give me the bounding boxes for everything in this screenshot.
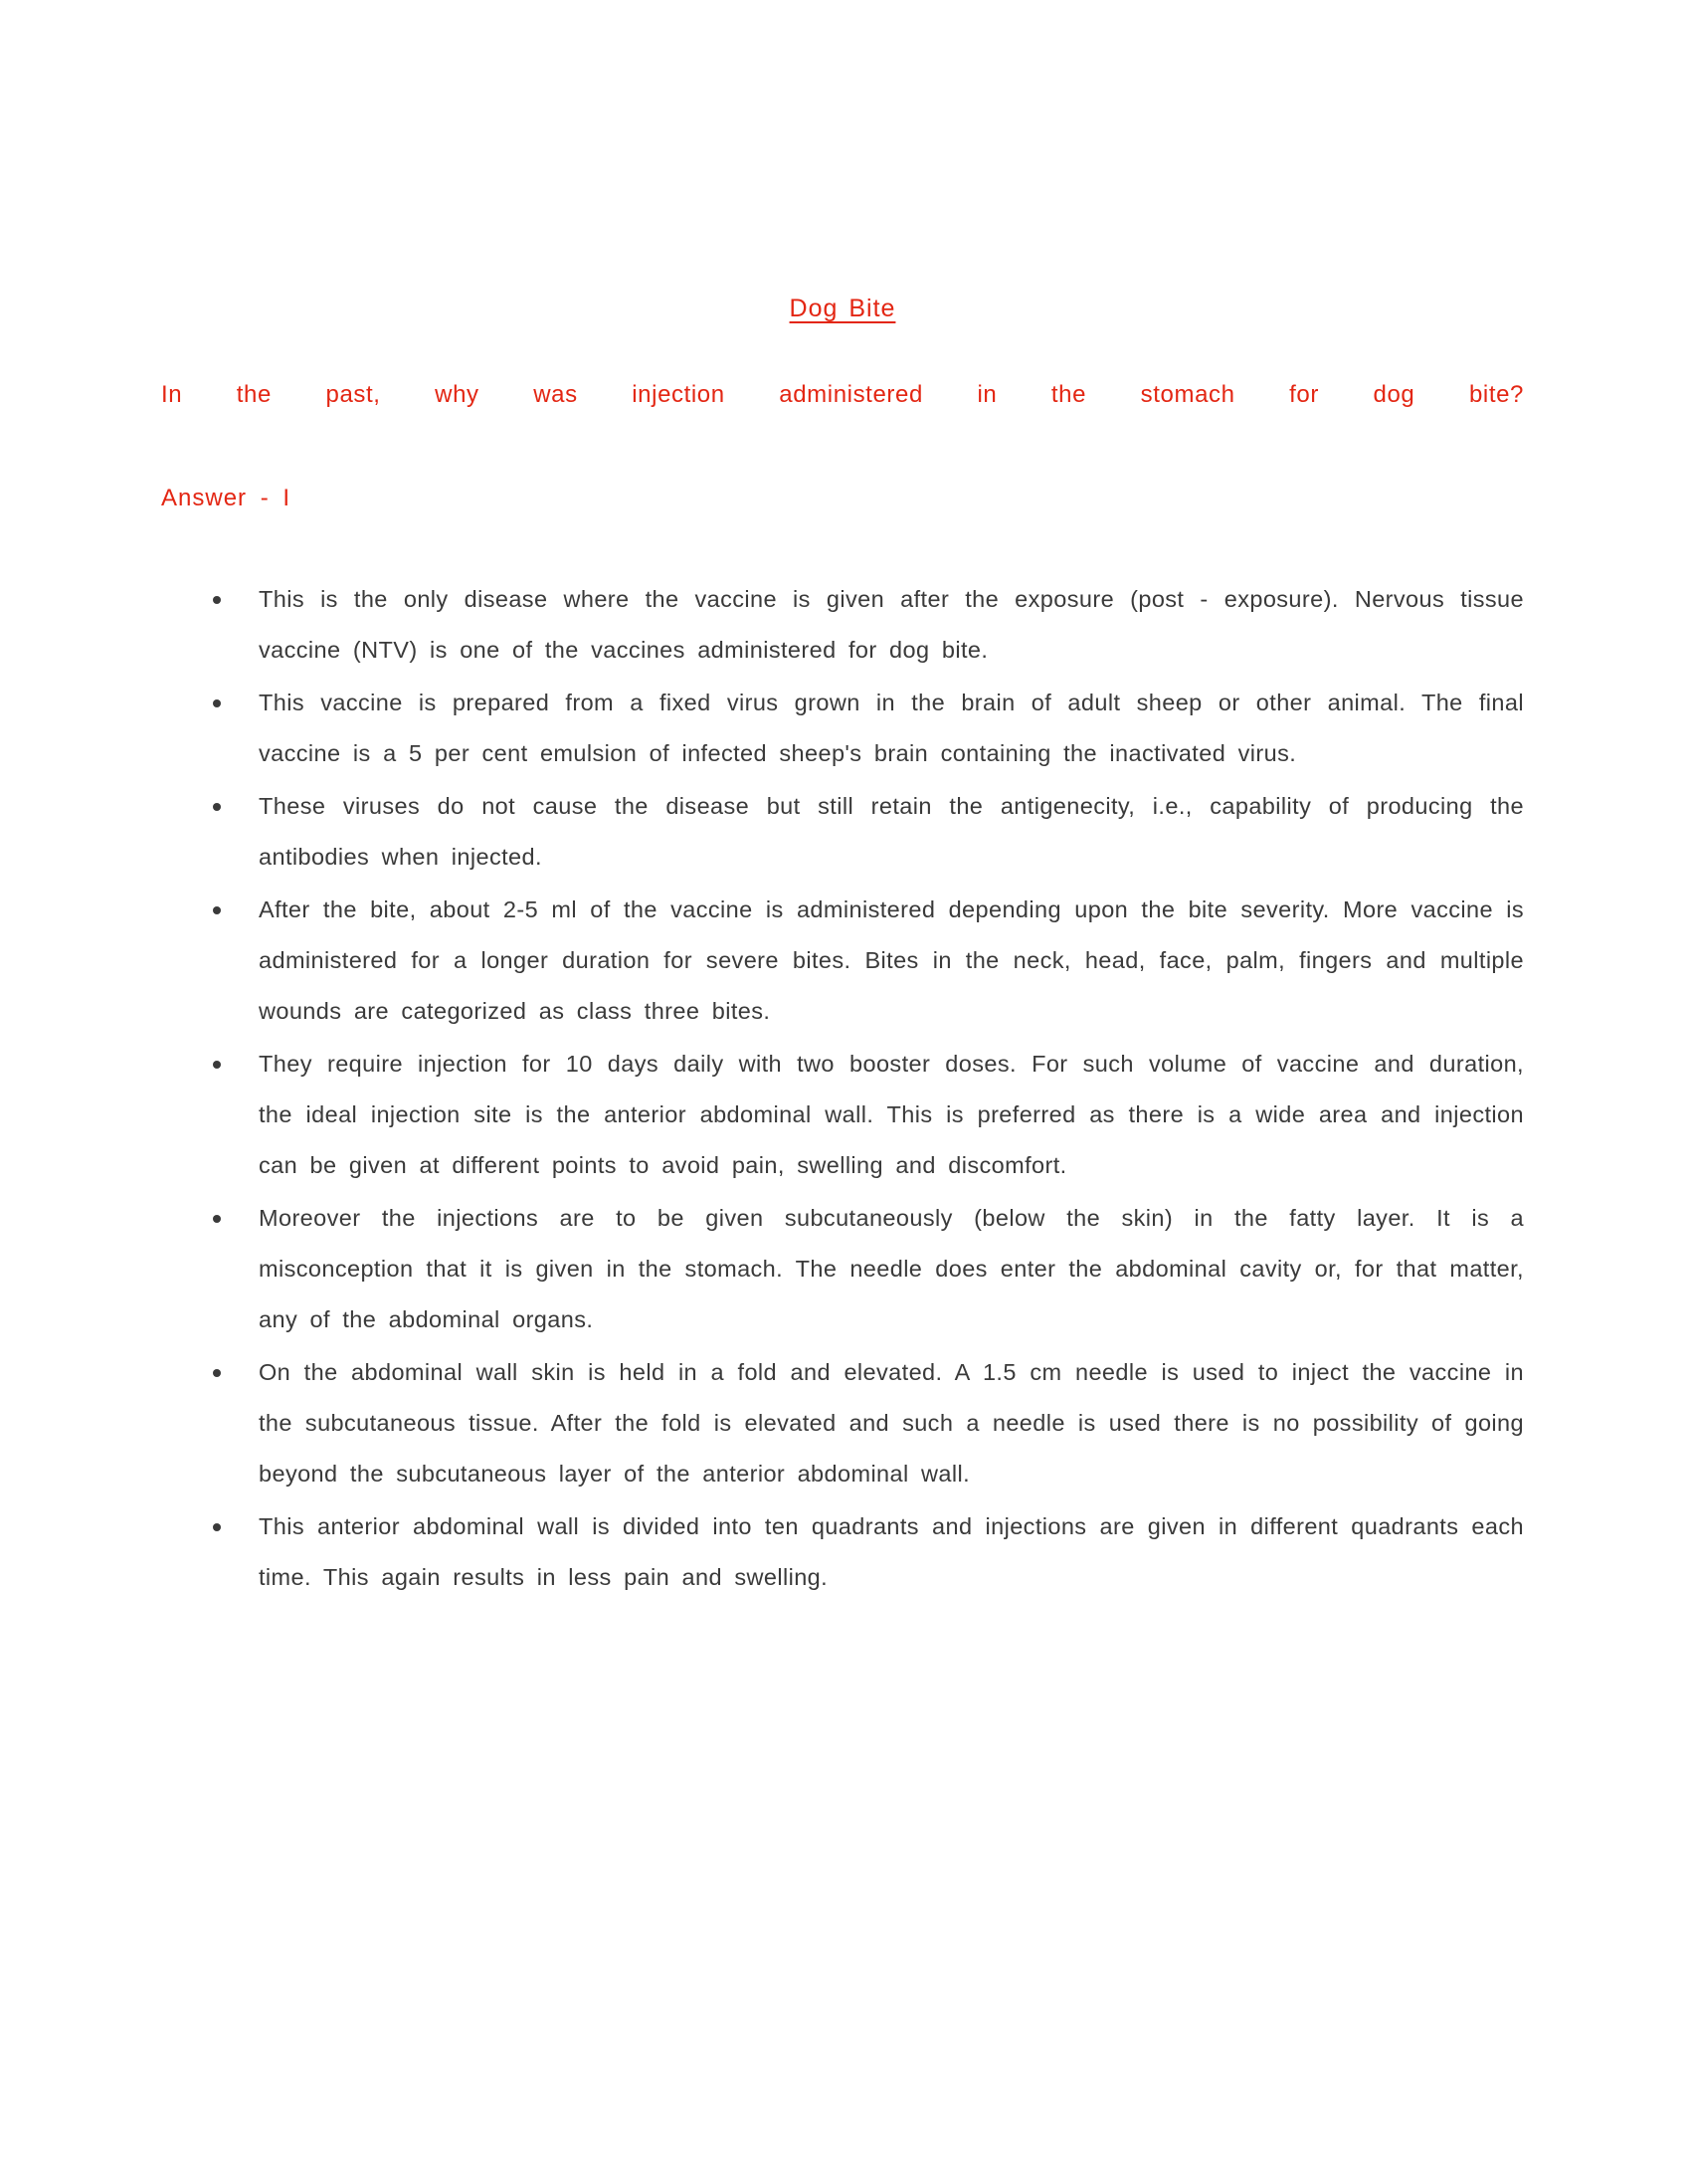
- list-item: [161, 1193, 1524, 1345]
- bullet-text: On the abdominal wall skin is held in a fold and elevated. A 1.5 cm needle is used to inject the vaccine in the subcutaneous tissue. After the fold is elevated and such a needle is used there is no possibility of going beyond the subcutaneous layer of the anterior abdominal wall.: [259, 1359, 1524, 1487]
- bullet-icon: [213, 1523, 221, 1531]
- list-item: [161, 1501, 1524, 1603]
- bullet-text: They require injection for 10 days daily with two booster doses. For such volume of vaccine and duration, the ideal injection site is the anterior abdominal wall. This is preferred as there is a wide area and injection can be given at different points to avoid pain, swelling and discomfort.: [259, 1051, 1524, 1178]
- document-title: Dog Bite: [789, 295, 896, 322]
- bullet-text: After the bite, about 2-5 ml of the vaccine is administered depending upon the bite severity. More vaccine is administered for a longer duration for severe bites. Bites in the neck, head, face, palm, fingers and multiple wounds are categorized as class three bites.: [259, 896, 1524, 1024]
- answer-label: Answer - I: [161, 485, 291, 511]
- list-item: [161, 574, 1524, 676]
- question-text: In the past, why was injection administered in the stomach for dog bite?: [161, 381, 1524, 408]
- bullet-icon: [213, 1369, 221, 1377]
- bullet-text: This anterior abdominal wall is divided into ten quadrants and injections are given in different quadrants each time. This again results in less pain and swelling.: [259, 1513, 1524, 1590]
- bullet-icon: [213, 596, 221, 604]
- bullet-icon: [213, 1061, 221, 1069]
- bullet-text: Moreover the injections are to be given subcutaneously (below the skin) in the fatty layer. It is a misconception that it is given in the stomach. The needle does enter the abdominal cavity or, for that matter, any of the abdominal organs.: [259, 1205, 1524, 1332]
- bullet-icon: [213, 906, 221, 914]
- list-item: [161, 678, 1524, 779]
- bullet-list: [161, 574, 1524, 1603]
- list-item: [161, 1039, 1524, 1191]
- bullet-text: These viruses do not cause the disease but still retain the antigenecity, i.e., capability of producing the antibodies when injected.: [259, 793, 1524, 870]
- list-item: [161, 781, 1524, 883]
- bullet-text: This is the only disease where the vaccine is given after the exposure (post - exposure). Nervous tissue vaccine (NTV) is one of the vaccines administered for dog bite.: [259, 586, 1524, 663]
- bullet-icon: [213, 699, 221, 707]
- bullet-icon: [213, 803, 221, 811]
- list-item: [161, 1347, 1524, 1499]
- bullet-icon: [213, 1215, 221, 1223]
- bullet-text: This vaccine is prepared from a fixed virus grown in the brain of adult sheep or other animal. The final vaccine is a 5 per cent emulsion of infected sheep's brain containing the inactivated virus.: [259, 690, 1524, 766]
- list-item: [161, 885, 1524, 1037]
